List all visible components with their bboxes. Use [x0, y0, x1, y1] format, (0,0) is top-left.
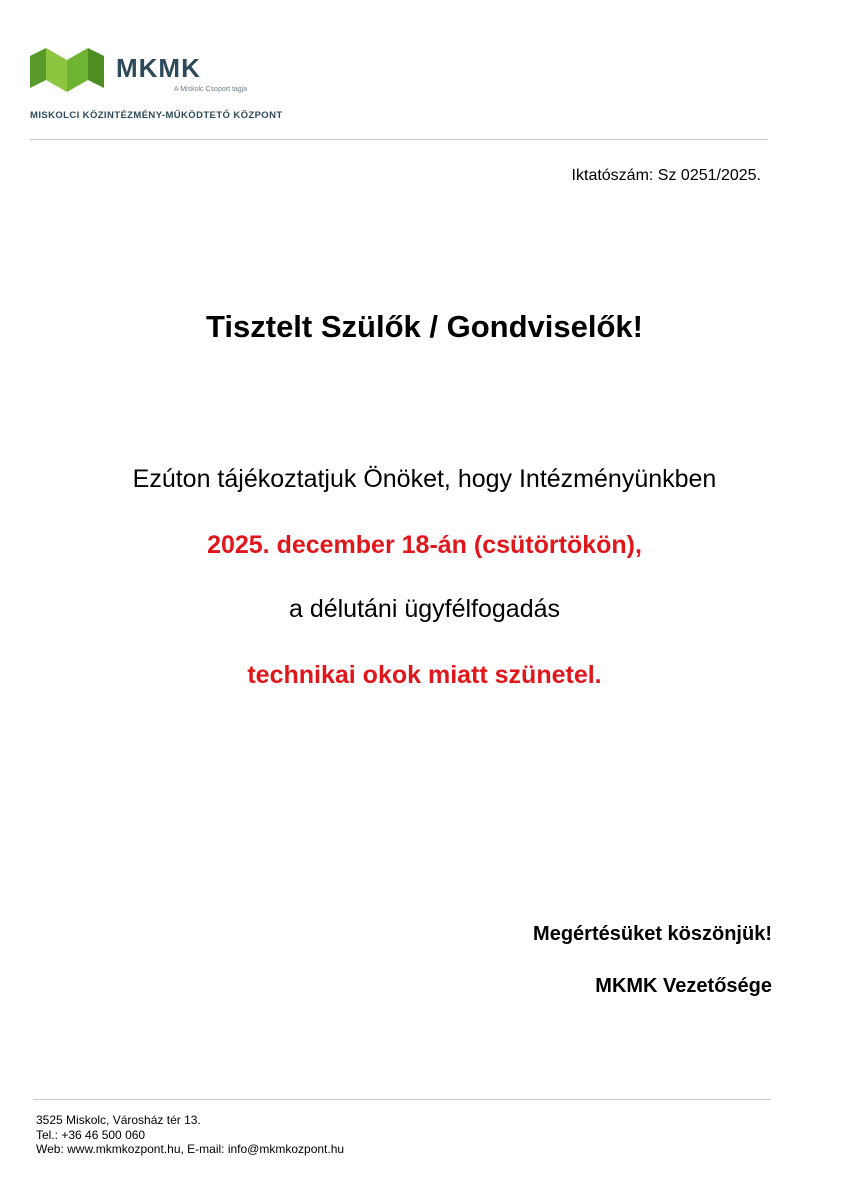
- body-line-intro: Ezúton tájékoztatjuk Önöket, hogy Intézményünkben: [132, 465, 717, 493]
- mkmk-logo-mark-icon: [30, 46, 104, 92]
- mkmk-logo: [30, 46, 320, 126]
- footer-divider: [33, 1099, 771, 1100]
- logo-name: MKMK: [116, 53, 201, 83]
- footer-phone: Tel.: +36 46 500 060: [36, 1127, 146, 1142]
- footer: [36, 1113, 344, 1157]
- organization-full-name: MISKOLCI KÖZINTÉZMÉNY-MŰKÖDTETŐ KÖZPONT: [30, 110, 283, 121]
- body-line-date: 2025. december 18-án (csütörtökön),: [207, 531, 642, 559]
- body-line-reason: technikai okok miatt szünetel.: [247, 661, 602, 689]
- closing-signature: MKMK Vezetősége: [595, 975, 772, 997]
- header-divider: [30, 139, 768, 140]
- logo-tagline: A Miskolc Csoport tagja: [174, 86, 248, 93]
- closing-thanks: Megértésüket köszönjük!: [533, 923, 772, 945]
- body-line-service: a délutáni ügyfélfogadás: [288, 595, 561, 623]
- footer-web-email: Web: www.mkmkozpont.hu, E-mail: info@mkmkozpont.hu: [36, 1142, 345, 1156]
- footer-address: 3525 Miskolc, Városház tér 13.: [36, 1113, 201, 1127]
- salutation-heading: Tisztelt Szülők / Gondviselők!: [206, 309, 643, 344]
- reference-number: Iktatószám: Sz 0251/2025.: [571, 167, 761, 184]
